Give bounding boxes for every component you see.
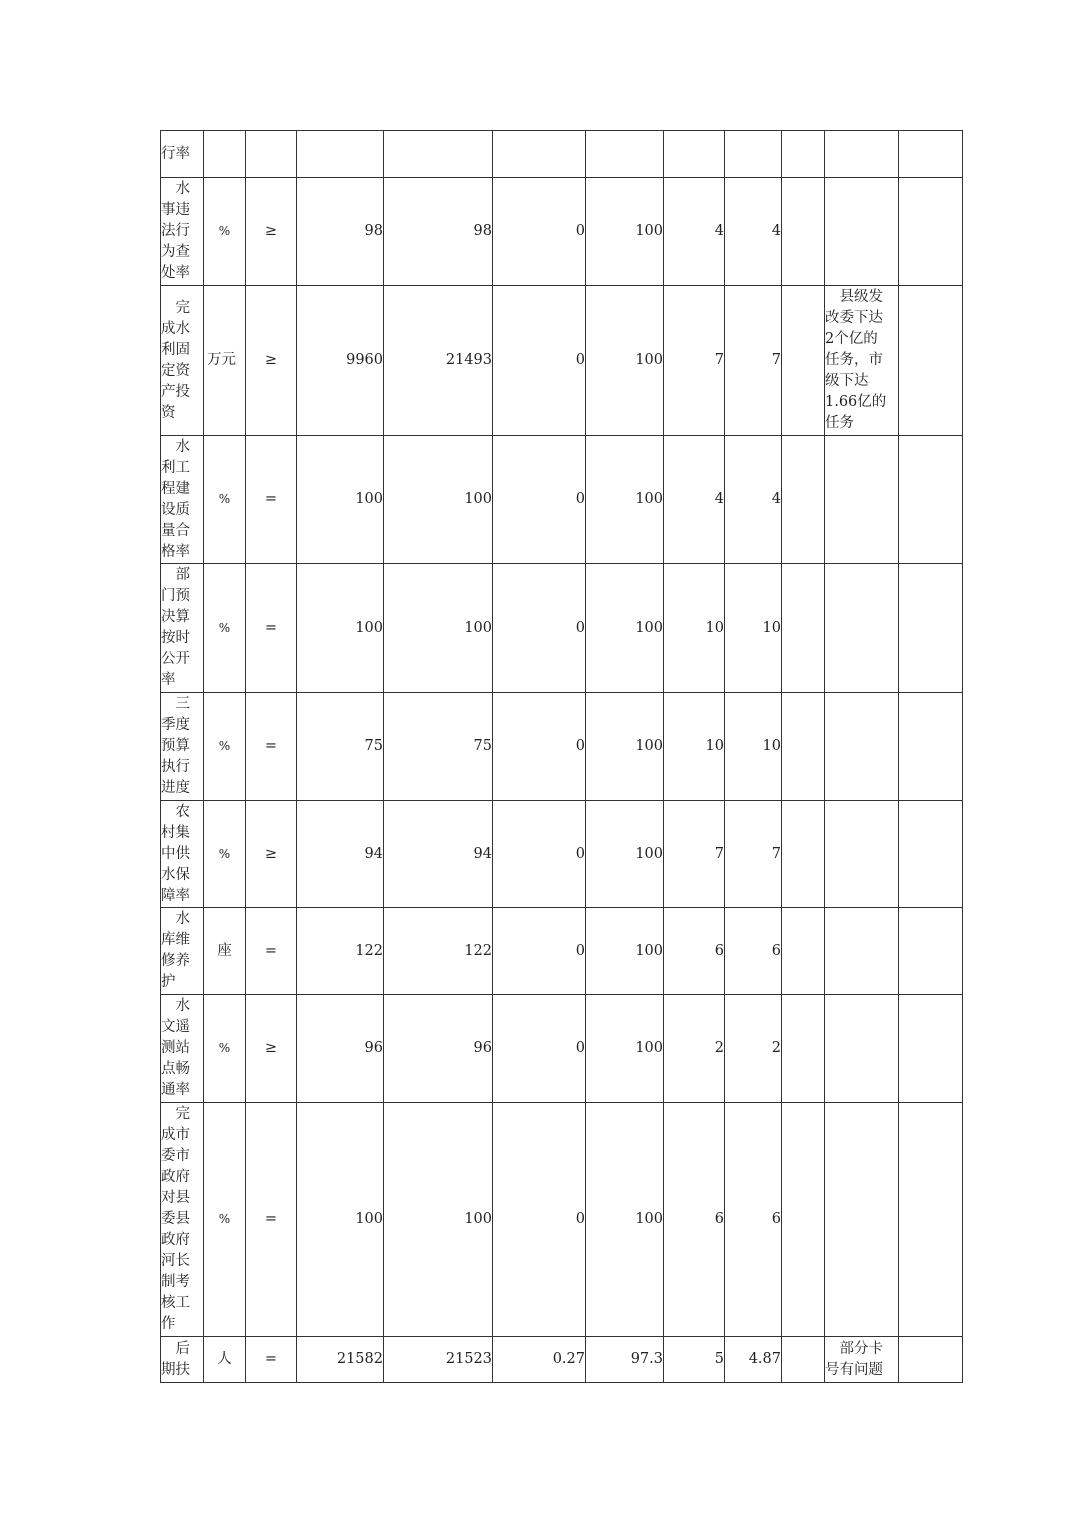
score-cell: 10 xyxy=(725,564,782,693)
deviation-cell: 0 xyxy=(493,995,586,1103)
completion-cell: 100 xyxy=(586,286,664,436)
weight-cell: 2 xyxy=(664,995,725,1103)
unit-cell: 人 xyxy=(204,1337,246,1383)
note-cell: 部分卡 号有问题 xyxy=(825,1337,899,1383)
blank-cell xyxy=(782,131,825,178)
score-cell: 4 xyxy=(725,178,782,286)
completion-cell: 100 xyxy=(586,564,664,693)
target-cell: 96 xyxy=(297,995,384,1103)
table-row xyxy=(161,178,963,286)
table-row xyxy=(161,995,963,1103)
blank-cell xyxy=(782,1337,825,1383)
actual-cell: 21523 xyxy=(384,1337,493,1383)
table-row xyxy=(161,131,963,178)
actual-cell: 122 xyxy=(384,908,493,995)
target-cell: 98 xyxy=(297,178,384,286)
deviation-cell: 0 xyxy=(493,1103,586,1337)
blank-cell xyxy=(782,995,825,1103)
extra-cell xyxy=(899,564,963,693)
score-cell: 10 xyxy=(725,693,782,801)
indicator-name: 部 门预 决算 按时 公开 率 xyxy=(161,564,204,693)
actual-cell: 94 xyxy=(384,801,493,908)
actual-cell: 100 xyxy=(384,564,493,693)
note-cell xyxy=(825,693,899,801)
weight-cell: 10 xyxy=(664,693,725,801)
unit-cell: 座 xyxy=(204,908,246,995)
unit-cell: % xyxy=(204,995,246,1103)
note-cell xyxy=(825,564,899,693)
actual-cell: 75 xyxy=(384,693,493,801)
unit-cell: % xyxy=(204,564,246,693)
operator-cell: = xyxy=(246,1103,297,1337)
weight-cell: 7 xyxy=(664,286,725,436)
indicator-name: 行率 xyxy=(161,131,204,178)
unit-cell: % xyxy=(204,801,246,908)
completion-cell xyxy=(586,131,664,178)
actual-cell: 96 xyxy=(384,995,493,1103)
target-cell: 100 xyxy=(297,1103,384,1337)
score-cell xyxy=(725,131,782,178)
deviation-cell xyxy=(493,131,586,178)
unit-cell: % xyxy=(204,1103,246,1337)
blank-cell xyxy=(782,436,825,564)
deviation-cell: 0 xyxy=(493,178,586,286)
table-row xyxy=(161,286,963,436)
unit-cell: % xyxy=(204,693,246,801)
weight-cell: 5 xyxy=(664,1337,725,1383)
blank-cell xyxy=(782,908,825,995)
score-cell: 6 xyxy=(725,908,782,995)
actual-cell xyxy=(384,131,493,178)
unit-cell: % xyxy=(204,178,246,286)
indicator-name: 完 成市 委市 政府 对县 委县 政府 河长 制考 核工 作 xyxy=(161,1103,204,1337)
weight-cell: 10 xyxy=(664,564,725,693)
indicator-name: 水 利工 程建 设质 量合 格率 xyxy=(161,436,204,564)
completion-cell: 100 xyxy=(586,436,664,564)
deviation-cell: 0 xyxy=(493,801,586,908)
completion-cell: 100 xyxy=(586,801,664,908)
completion-cell: 100 xyxy=(586,908,664,995)
performance-table xyxy=(160,130,963,1383)
operator-cell: = xyxy=(246,693,297,801)
weight-cell: 4 xyxy=(664,436,725,564)
indicator-name: 完 成水 利固 定资 产投 资 xyxy=(161,286,204,436)
deviation-cell: 0 xyxy=(493,436,586,564)
operator-cell: ≥ xyxy=(246,178,297,286)
deviation-cell: 0 xyxy=(493,564,586,693)
actual-cell: 21493 xyxy=(384,286,493,436)
indicator-name: 三 季度 预算 执行 进度 xyxy=(161,693,204,801)
extra-cell xyxy=(899,436,963,564)
blank-cell xyxy=(782,286,825,436)
completion-cell: 100 xyxy=(586,995,664,1103)
deviation-cell: 0.27 xyxy=(493,1337,586,1383)
score-cell: 7 xyxy=(725,801,782,908)
table-row xyxy=(161,1103,963,1337)
table-row xyxy=(161,564,963,693)
unit-cell xyxy=(204,131,246,178)
note-cell xyxy=(825,995,899,1103)
weight-cell: 6 xyxy=(664,908,725,995)
weight-cell: 7 xyxy=(664,801,725,908)
extra-cell xyxy=(899,908,963,995)
target-cell: 75 xyxy=(297,693,384,801)
indicator-name: 农 村集 中供 水保 障率 xyxy=(161,801,204,908)
target-cell: 100 xyxy=(297,564,384,693)
note-cell xyxy=(825,908,899,995)
operator-cell xyxy=(246,131,297,178)
indicator-name: 水 文遥 测站 点畅 通率 xyxy=(161,995,204,1103)
note-cell xyxy=(825,178,899,286)
score-cell: 4.87 xyxy=(725,1337,782,1383)
indicator-name: 水 事违 法行 为查 处率 xyxy=(161,178,204,286)
score-cell: 7 xyxy=(725,286,782,436)
blank-cell xyxy=(782,564,825,693)
deviation-cell: 0 xyxy=(493,693,586,801)
deviation-cell: 0 xyxy=(493,286,586,436)
operator-cell: = xyxy=(246,436,297,564)
extra-cell xyxy=(899,1337,963,1383)
note-cell xyxy=(825,1103,899,1337)
completion-cell: 100 xyxy=(586,693,664,801)
unit-cell: % xyxy=(204,436,246,564)
deviation-cell: 0 xyxy=(493,908,586,995)
note-cell xyxy=(825,801,899,908)
score-cell: 2 xyxy=(725,995,782,1103)
target-cell: 21582 xyxy=(297,1337,384,1383)
table-row xyxy=(161,436,963,564)
completion-cell: 100 xyxy=(586,1103,664,1337)
operator-cell: ≥ xyxy=(246,286,297,436)
operator-cell: = xyxy=(246,564,297,693)
operator-cell: = xyxy=(246,1337,297,1383)
blank-cell xyxy=(782,801,825,908)
actual-cell: 100 xyxy=(384,1103,493,1337)
target-cell: 100 xyxy=(297,436,384,564)
weight-cell xyxy=(664,131,725,178)
actual-cell: 98 xyxy=(384,178,493,286)
unit-cell: 万元 xyxy=(204,286,246,436)
actual-cell: 100 xyxy=(384,436,493,564)
weight-cell: 6 xyxy=(664,1103,725,1337)
target-cell: 94 xyxy=(297,801,384,908)
completion-cell: 100 xyxy=(586,178,664,286)
extra-cell xyxy=(899,131,963,178)
table-row xyxy=(161,801,963,908)
extra-cell xyxy=(899,178,963,286)
extra-cell xyxy=(899,1103,963,1337)
extra-cell xyxy=(899,801,963,908)
blank-cell xyxy=(782,1103,825,1337)
blank-cell xyxy=(782,693,825,801)
note-cell xyxy=(825,436,899,564)
score-cell: 4 xyxy=(725,436,782,564)
operator-cell: ≥ xyxy=(246,801,297,908)
operator-cell: = xyxy=(246,908,297,995)
extra-cell xyxy=(899,286,963,436)
extra-cell xyxy=(899,995,963,1103)
extra-cell xyxy=(899,693,963,801)
indicator-name: 水 库维 修养 护 xyxy=(161,908,204,995)
table-row xyxy=(161,908,963,995)
note-cell xyxy=(825,131,899,178)
indicator-name: 后 期扶 xyxy=(161,1337,204,1383)
completion-cell: 97.3 xyxy=(586,1337,664,1383)
weight-cell: 4 xyxy=(664,178,725,286)
operator-cell: ≥ xyxy=(246,995,297,1103)
score-cell: 6 xyxy=(725,1103,782,1337)
table-row xyxy=(161,1337,963,1383)
table-row xyxy=(161,693,963,801)
note-cell: 县级发 改委下达 2个亿的 任务，市 级下达 1.66亿的 任务 xyxy=(825,286,899,436)
blank-cell xyxy=(782,178,825,286)
target-cell: 122 xyxy=(297,908,384,995)
target-cell: 9960 xyxy=(297,286,384,436)
target-cell xyxy=(297,131,384,178)
